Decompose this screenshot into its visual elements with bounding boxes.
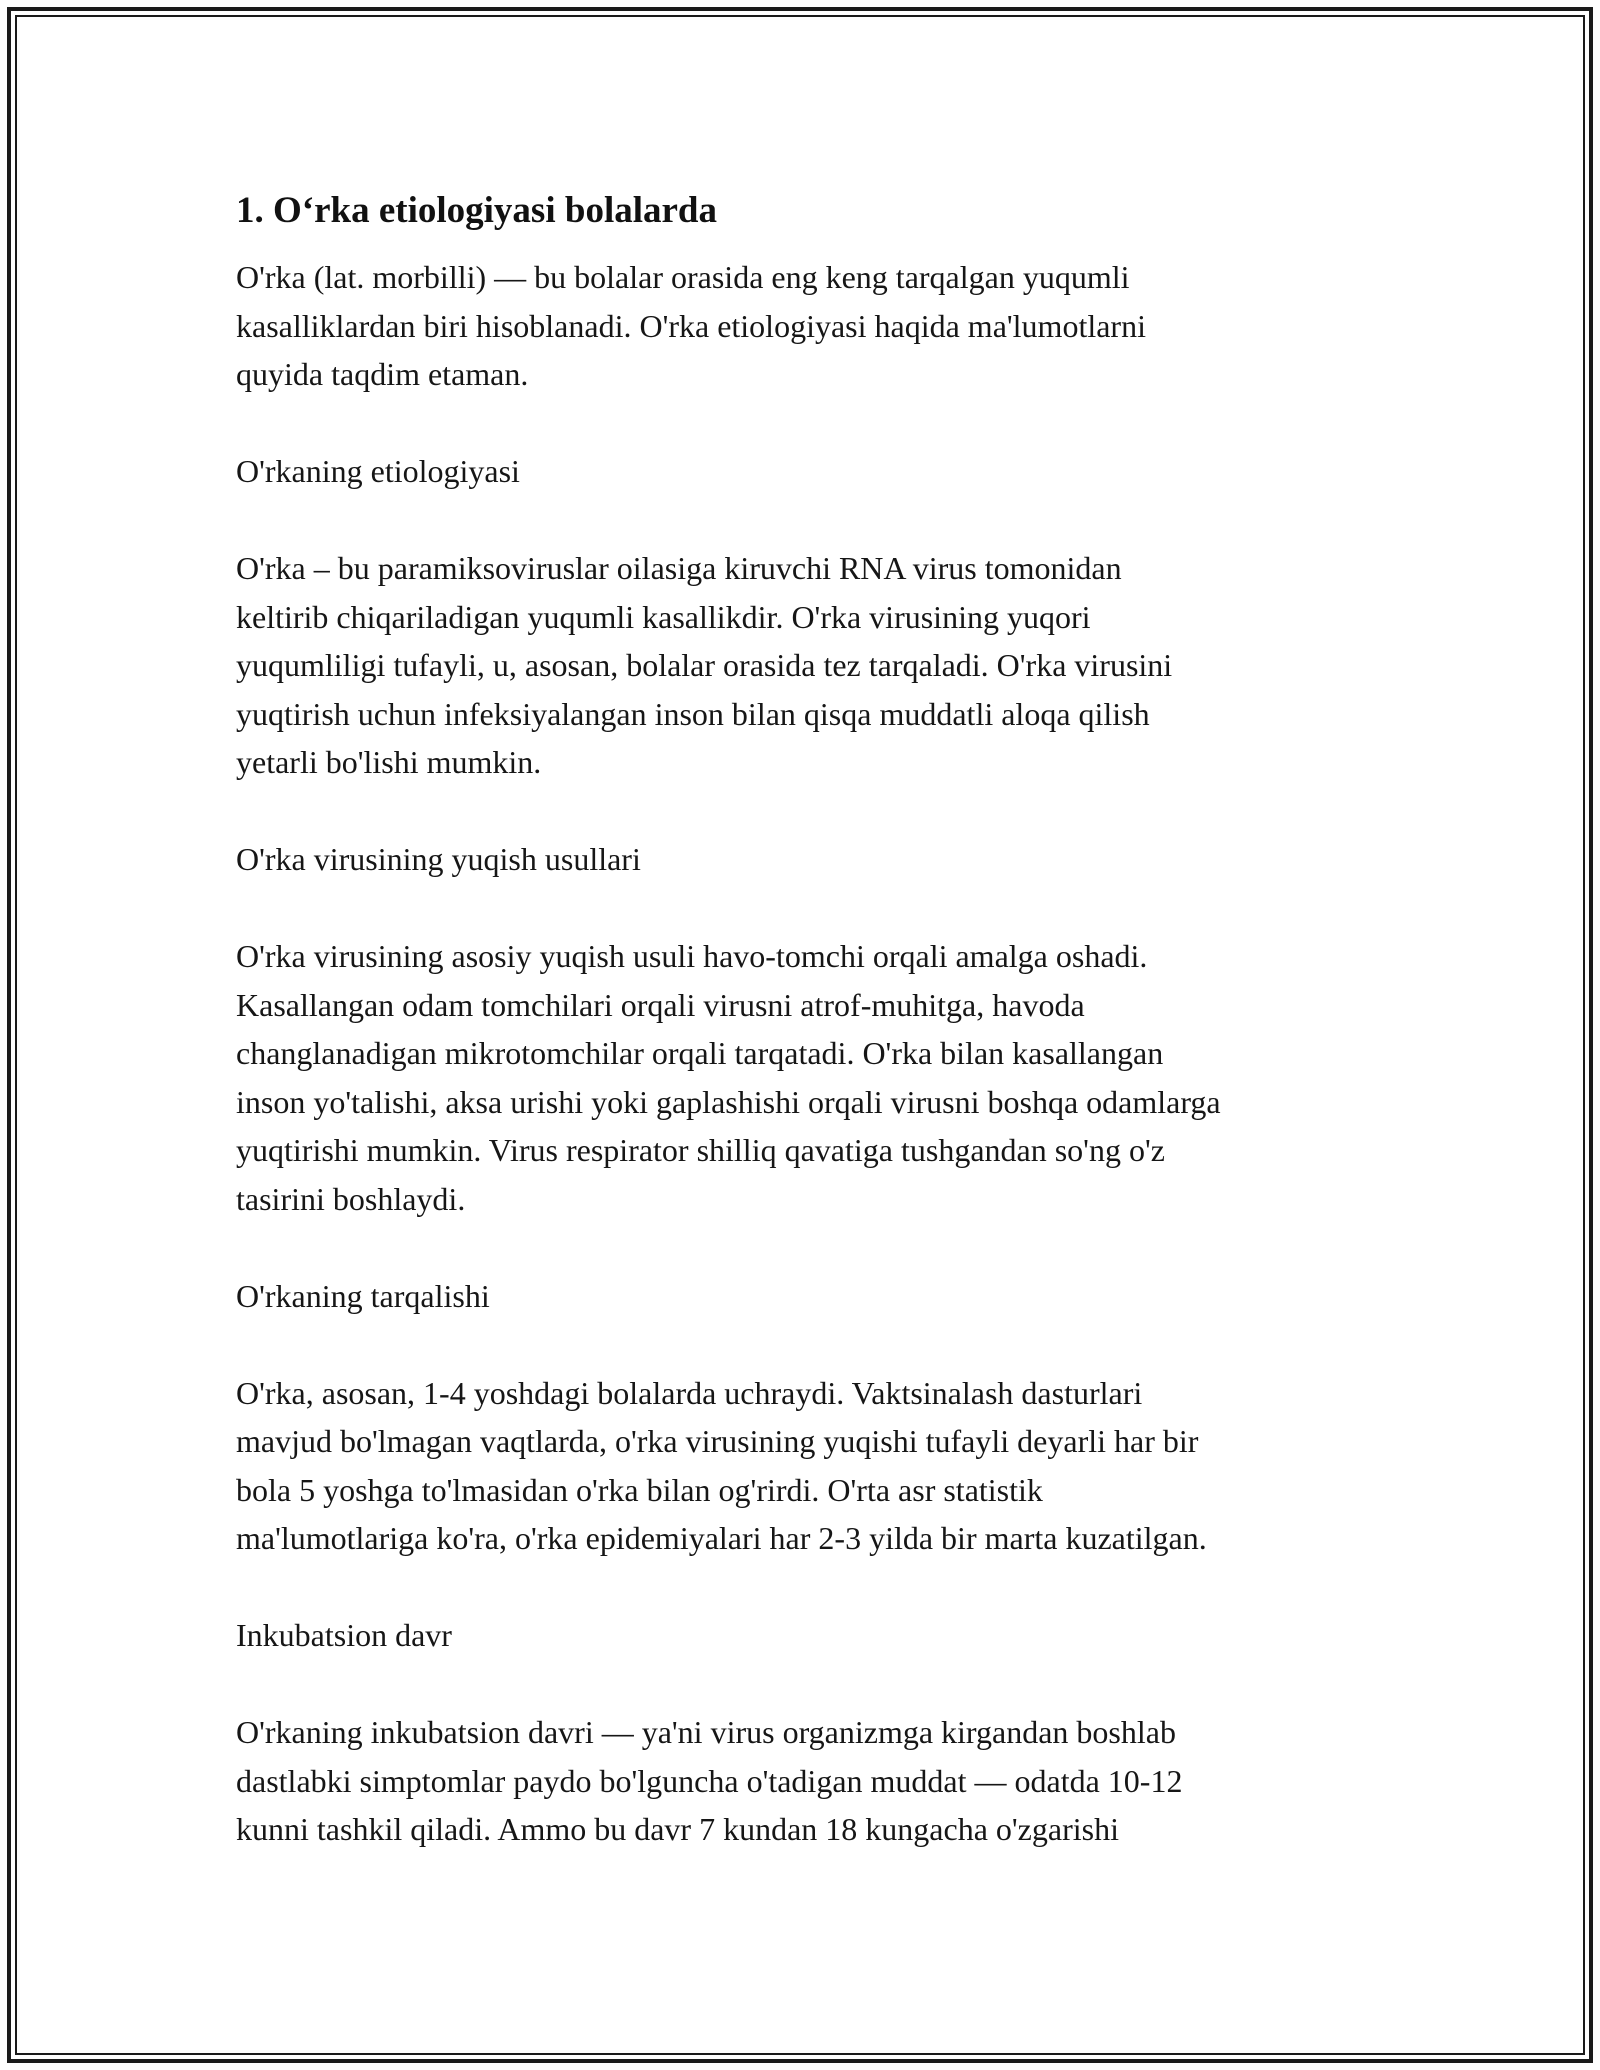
- intro-paragraph: O'rka (lat. morbilli) — bu bolalar orasida eng keng tarqalgan yuqumli kasalliklardan biri hisoblanadi. O'rka etiologiyasi haqida ma'lumotlarni quyida taqdim etaman.: [236, 259, 1146, 392]
- section-title-etiology: O'rkaning etiologiyasi: [236, 453, 520, 489]
- section-title-transmission: O'rka virusining yuqish usullari: [236, 841, 641, 877]
- etiology-paragraph: O'rka – bu paramiksoviruslar oilasiga kiruvchi RNA virus tomonidan keltirib chiqariladigan yuqumli kasallikdir. O'rka virusining yuqori yuqumliligi tufayli, u, asosan, bolalar orasida tez tarqaladi. O'rka virusini yuqtirish uchun infeksiyalangan inson bilan qisqa muddatli aloqa qilish yetarli bo'lishi mumkin.: [236, 550, 1173, 780]
- section-title-spread: O'rkaning tarqalishi: [236, 1277, 490, 1314]
- incubation-paragraph: O'rkaning inkubatsion davri — ya'ni virus organizmga kirgandan boshlab dastlabki simptomlar paydo bo'lguncha o'tadigan muddat — odatda 10-12 kunni tashkil qiladi. Ammo bu davr 7 kundan 18 kungacha o'zgarishi: [236, 1714, 1183, 1847]
- document-heading: 1. O‘rka etiologiyasi bolalarda: [236, 190, 717, 231]
- transmission-paragraph: O'rka virusining asosiy yuqish usuli havo-tomchi orqali amalga oshadi. Kasallangan odam tomchilari orqali virusni atrof-muhitga, havoda changlanadigan mikrotomchilar orqali tarqatadi. O'rka bilan kasallangan inson yo'talishi, aksa urishi yoki gaplashishi orqali virusni boshqa odamlarga yuqtirishi mumkin. Virus respirator shilliq qavatiga tushgandan so'ng o'z tasirini boshlaydi.: [236, 938, 1221, 1217]
- spread-paragraph: O'rka, asosan, 1-4 yoshdagi bolalarda uchraydi. Vaktsinalash dasturlari mavjud bo'lmagan vaqtlarda, o'rka virusining yuqishi tufayli deyarli har bir bola 5 yoshga to'lmasidan o'rka bilan og'rirdi. O'rta asr statistik ma'lumotlariga ko'ra, o'rka epidemiyalari har 2-3 yilda bir marta kuzatilgan.: [236, 1374, 1207, 1556]
- document-body: [236, 187, 1376, 1902]
- section-title-incubation: Inkubatsion davr: [236, 1617, 452, 1653]
